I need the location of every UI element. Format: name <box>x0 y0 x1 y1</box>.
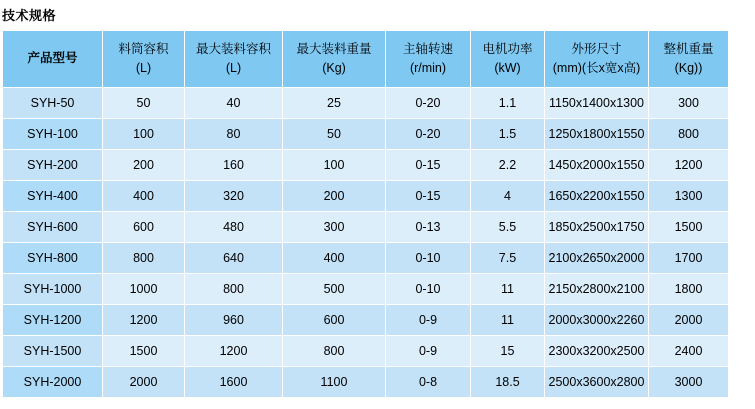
cell-max-load-volume: 320 <box>185 181 283 212</box>
table-row <box>3 119 729 150</box>
cell-max-load-volume: 1600 <box>185 367 283 398</box>
column-header-total-weight-line2: (Kg)) <box>674 61 703 75</box>
cell-spindle-speed: 0-10 <box>386 243 471 274</box>
column-header-total-weight <box>649 31 729 88</box>
cell-max-load-weight: 50 <box>283 119 386 150</box>
cell-model: SYH-100 <box>3 119 103 150</box>
table-row <box>3 150 729 181</box>
cell-dimensions: 2100x2650x2000 <box>545 243 649 274</box>
column-header-motor-power <box>471 31 545 88</box>
table-row <box>3 305 729 336</box>
cell-barrel-volume: 800 <box>103 243 185 274</box>
table-row <box>3 181 729 212</box>
column-header-spindle-speed-line1: 主轴转速 <box>402 41 453 56</box>
cell-barrel-volume: 600 <box>103 212 185 243</box>
cell-motor-power: 5.5 <box>471 212 545 243</box>
cell-max-load-weight: 25 <box>283 88 386 119</box>
cell-model: SYH-1200 <box>3 305 103 336</box>
cell-max-load-volume: 40 <box>185 88 283 119</box>
cell-motor-power: 1.5 <box>471 119 545 150</box>
column-header-max-load-volume-line1: 最大装料容积 <box>195 41 271 56</box>
cell-max-load-weight: 800 <box>283 336 386 367</box>
cell-total-weight: 800 <box>649 119 729 150</box>
table-row <box>3 274 729 305</box>
column-header-total-weight-line1: 整机重量 <box>663 41 714 56</box>
cell-dimensions: 1150x1400x1300 <box>545 88 649 119</box>
cell-max-load-weight: 300 <box>283 212 386 243</box>
cell-total-weight: 2400 <box>649 336 729 367</box>
cell-motor-power: 2.2 <box>471 150 545 181</box>
table-body <box>3 88 729 398</box>
cell-spindle-speed: 0-8 <box>386 367 471 398</box>
cell-barrel-volume: 2000 <box>103 367 185 398</box>
table-row <box>3 243 729 274</box>
cell-max-load-weight: 200 <box>283 181 386 212</box>
cell-model: SYH-2000 <box>3 367 103 398</box>
column-header-max-load-volume-line2: (L) <box>225 61 242 75</box>
cell-motor-power: 7.5 <box>471 243 545 274</box>
cell-max-load-volume: 640 <box>185 243 283 274</box>
cell-barrel-volume: 1500 <box>103 336 185 367</box>
cell-spindle-speed: 0-9 <box>386 336 471 367</box>
column-header-dimensions <box>545 31 649 88</box>
specifications-table <box>2 30 729 398</box>
cell-barrel-volume: 200 <box>103 150 185 181</box>
cell-total-weight: 1500 <box>649 212 729 243</box>
cell-dimensions: 2300x3200x2500 <box>545 336 649 367</box>
cell-motor-power: 1.1 <box>471 88 545 119</box>
column-header-model <box>3 31 103 88</box>
cell-dimensions: 1450x2000x1550 <box>545 150 649 181</box>
cell-max-load-weight: 500 <box>283 274 386 305</box>
cell-model: SYH-50 <box>3 88 103 119</box>
cell-total-weight: 300 <box>649 88 729 119</box>
cell-total-weight: 3000 <box>649 367 729 398</box>
cell-model: SYH-800 <box>3 243 103 274</box>
cell-barrel-volume: 100 <box>103 119 185 150</box>
table-header-row <box>3 31 729 88</box>
cell-total-weight: 1200 <box>649 150 729 181</box>
cell-dimensions: 1250x1800x1550 <box>545 119 649 150</box>
cell-motor-power: 15 <box>471 336 545 367</box>
cell-motor-power: 18.5 <box>471 367 545 398</box>
column-header-max-load-volume <box>185 31 283 88</box>
cell-barrel-volume: 1200 <box>103 305 185 336</box>
cell-barrel-volume: 50 <box>103 88 185 119</box>
cell-max-load-weight: 100 <box>283 150 386 181</box>
cell-spindle-speed: 0-13 <box>386 212 471 243</box>
cell-model: SYH-200 <box>3 150 103 181</box>
cell-model: SYH-600 <box>3 212 103 243</box>
cell-max-load-weight: 600 <box>283 305 386 336</box>
cell-spindle-speed: 0-9 <box>386 305 471 336</box>
cell-total-weight: 1800 <box>649 274 729 305</box>
column-header-max-load-weight-line2: (Kg) <box>322 61 346 75</box>
cell-dimensions: 2000x3000x2260 <box>545 305 649 336</box>
cell-model: SYH-1000 <box>3 274 103 305</box>
column-header-max-load-weight <box>283 31 386 88</box>
cell-max-load-volume: 1200 <box>185 336 283 367</box>
cell-max-load-volume: 80 <box>185 119 283 150</box>
column-header-dimensions-line2: (mm)(长x宽x高) <box>552 61 641 75</box>
cell-motor-power: 11 <box>471 274 545 305</box>
table-header <box>3 31 729 88</box>
table-row <box>3 367 729 398</box>
table-row <box>3 88 729 119</box>
cell-max-load-volume: 160 <box>185 150 283 181</box>
cell-model: SYH-1500 <box>3 336 103 367</box>
column-header-barrel-volume <box>103 31 185 88</box>
cell-max-load-volume: 960 <box>185 305 283 336</box>
column-header-motor-power-line1: 电机功率 <box>482 41 533 56</box>
cell-spindle-speed: 0-15 <box>386 181 471 212</box>
page-title: 技术规格 <box>2 8 57 23</box>
column-header-spindle-speed-line2: (r/min) <box>409 61 447 75</box>
cell-total-weight: 1700 <box>649 243 729 274</box>
column-header-max-load-weight-line1: 最大装料重量 <box>296 41 372 56</box>
cell-spindle-speed: 0-20 <box>386 119 471 150</box>
column-header-motor-power-line2: (kW) <box>494 61 521 75</box>
column-header-dimensions-line1: 外形尺寸 <box>571 41 622 56</box>
cell-dimensions: 2500x3600x2800 <box>545 367 649 398</box>
column-header-model-line1: 产品型号 <box>27 51 78 66</box>
column-header-barrel-volume-line1: 料筒容积 <box>118 41 169 56</box>
cell-motor-power: 4 <box>471 181 545 212</box>
cell-max-load-weight: 1100 <box>283 367 386 398</box>
cell-dimensions: 2150x2800x2100 <box>545 274 649 305</box>
cell-model: SYH-400 <box>3 181 103 212</box>
cell-barrel-volume: 400 <box>103 181 185 212</box>
cell-total-weight: 1300 <box>649 181 729 212</box>
column-header-barrel-volume-line2: (L) <box>135 61 152 75</box>
cell-dimensions: 1850x2500x1750 <box>545 212 649 243</box>
cell-barrel-volume: 1000 <box>103 274 185 305</box>
cell-max-load-volume: 480 <box>185 212 283 243</box>
cell-spindle-speed: 0-10 <box>386 274 471 305</box>
column-header-spindle-speed <box>386 31 471 88</box>
cell-dimensions: 1650x2200x1550 <box>545 181 649 212</box>
cell-max-load-volume: 800 <box>185 274 283 305</box>
cell-spindle-speed: 0-15 <box>386 150 471 181</box>
table-row <box>3 212 729 243</box>
cell-max-load-weight: 400 <box>283 243 386 274</box>
cell-motor-power: 11 <box>471 305 545 336</box>
cell-total-weight: 2000 <box>649 305 729 336</box>
table-row <box>3 336 729 367</box>
cell-spindle-speed: 0-20 <box>386 88 471 119</box>
